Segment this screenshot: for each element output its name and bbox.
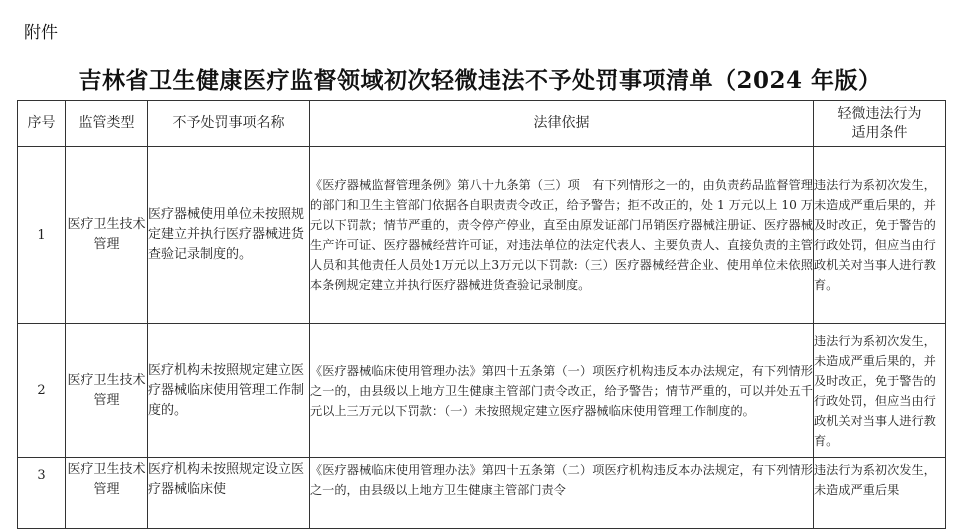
table-row (18, 324, 946, 458)
applicable-conditions: 违法行为系初次发生，未造成严重后果的，并及时改正，免于警告的行政处罚，但应当由行政机关对当事人进行教育。 (814, 147, 946, 324)
page-title: 吉林省卫生健康医疗监督领域初次轻微违法不予处罚事项清单（2024 年版） (78, 67, 882, 94)
table-row (18, 458, 946, 529)
row-number: 3 (18, 458, 66, 529)
header-law: 法律依据 (310, 101, 814, 147)
penalty-exemption-table (17, 100, 946, 529)
row-number: 2 (18, 324, 66, 458)
exempt-item-name: 医疗器械使用单位未按照规定建立并执行医疗器械进货查验记录制度的。 (148, 147, 310, 324)
applicable-conditions: 违法行为系初次发生，未造成严重后果 (814, 458, 946, 529)
header-condition (814, 101, 946, 147)
exempt-item-name: 医疗机构未按照规定建立医疗器械临床使用管理工作制度的。 (148, 324, 310, 458)
row-number: 1 (18, 147, 66, 324)
legal-basis: 《医疗器械监督管理条例》第八十九条第（三）项 有下列情形之一的，由负责药品监督管理的部门和卫生主管部门依据各自职责责令改正，给予警告；拒不改正的，处 1 万元以上 10 万元以下罚款；情节严重的，责令停产停业，直至由原发证部门吊销医疗器械注册证、医疗器械生产许可证、医疗器械经营许可证，对违法单位的法定代表人、主要负责人、直接负责的主管人员和其他责任人员处1万元以上3万元以下罚款:（三）医疗器械经营企业、使用单位未依照本条例规定建立并执行医疗器械进货查验记录制度。 (310, 147, 814, 324)
header-item: 不予处罚事项名称 (148, 101, 310, 147)
attachment-label: 附件 (24, 23, 58, 43)
header-condition-line2: 适用条件 (851, 124, 908, 141)
legal-basis: 《医疗器械临床使用管理办法》第四十五条第（二）项医疗机构违反本办法规定，有下列情形之一的，由县级以上地方卫生健康主管部门责令 (310, 458, 814, 529)
header-condition-line1: 轻微违法行为 (837, 105, 922, 122)
header-no: 序号 (18, 101, 66, 147)
supervision-type: 医疗卫生技术管理 (66, 147, 148, 324)
applicable-conditions: 违法行为系初次发生，未造成严重后果的，并及时改正，免于警告的行政处罚，但应当由行政机关对当事人进行教育。 (814, 324, 946, 458)
supervision-type: 医疗卫生技术管理 (66, 324, 148, 458)
header-type: 监管类型 (66, 101, 148, 147)
table-header-row (18, 101, 946, 147)
supervision-type: 医疗卫生技术管理 (66, 458, 148, 529)
table-row (18, 147, 946, 324)
legal-basis: 《医疗器械临床使用管理办法》第四十五条第（一）项医疗机构违反本办法规定，有下列情形之一的，由县级以上地方卫生健康主管部门责令改正，给予警告；情节严重的，可以并处五千元以上三万元以下罚款：（一）未按照规定建立医疗器械临床使用管理工作制度的。 (310, 324, 814, 458)
exempt-item-name: 医疗机构未按照规定设立医疗器械临床使 (148, 458, 310, 529)
